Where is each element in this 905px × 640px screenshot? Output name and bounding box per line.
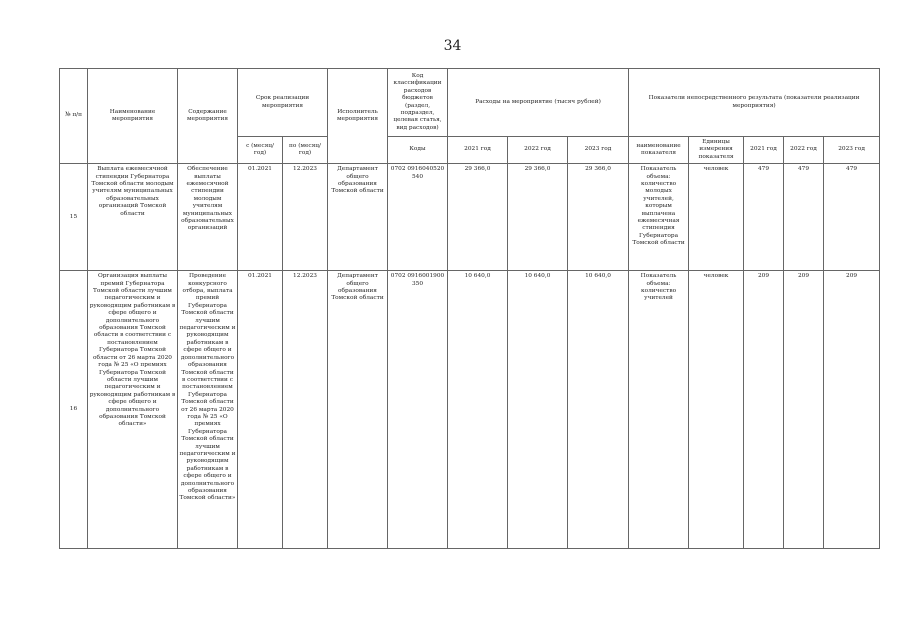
measure-name: Выплата ежемесячной стипендии Губернатора Томской области молодым учителям муниципальных образовательных организаций Томской области	[88, 164, 178, 271]
budget-code: 0702 0916001900 350	[388, 271, 448, 549]
header-expense-2021: 2021 год	[448, 137, 508, 164]
indicator-name: Показатель объема: количество молодых учителей, которым выплачена ежемесячная стипендия Губернатора Томской области	[629, 164, 689, 271]
indicator-2022: 209	[784, 271, 824, 549]
indicator-2022: 479	[784, 164, 824, 271]
header-period: Срок реализации мероприятия	[238, 69, 328, 137]
expense-2021: 29 366,0	[448, 164, 508, 271]
period-to: 12.2023	[283, 164, 328, 271]
indicator-2023: 209	[824, 271, 880, 549]
measure-content: Обеспечение выплаты ежемесячной стипендии молодым учителям муниципальных образовательных организаций	[178, 164, 238, 271]
expense-2022: 10 640,0	[508, 271, 568, 549]
measure-name: Организация выплаты премий Губернатора Томской области лучшим педагогическим и руководящим работникам в сфере общего и дополнительного образования Томской области в соответствии с постановлением Губернатора Томской области от 26 марта 2020 года № 25 «О премиях Губернатора Томской области лучшим педагогическим и руководящим работникам в сфере общего и дополнительного образования Томской области»	[88, 271, 178, 549]
executor: Департамент общего образования Томской области	[328, 271, 388, 549]
expense-2022: 29 366,0	[508, 164, 568, 271]
header-indicator-2023: 2023 год	[824, 137, 880, 164]
header-codes: Коды	[388, 137, 448, 164]
table-row	[60, 164, 880, 271]
period-from: 01.2021	[238, 271, 283, 549]
period-from: 01.2021	[238, 164, 283, 271]
row-number: 15	[60, 164, 88, 271]
page-number: 34	[443, 38, 462, 54]
header-name: Наименование мероприятия	[88, 69, 178, 164]
executor: Департамент общего образования Томской области	[328, 164, 388, 271]
header-expenses: Расходы на мероприятие (тысяч рублей)	[448, 69, 629, 137]
period-to: 12.2023	[283, 271, 328, 549]
header-expense-2023: 2023 год	[568, 137, 629, 164]
header-indicators: Показатели непосредственного результата (показатели реализации мероприятия)	[629, 69, 880, 137]
header-period-to: по (месяц/год)	[283, 137, 328, 164]
header-num: № п/п	[60, 69, 88, 164]
measure-content: Проведение конкурсного отбора, выплата премий Губернатора Томской области лучшим педагогическим и руководящим работникам в сфере общего и дополнительного образования Томской области в соответствии с постановлением Губернатора Томской области от 26 марта 2020 года № 25 «О премиях Губернатора Томской области лучшим педагогическим и руководящим работникам в сфере общего и дополнительного образования Томской области»	[178, 271, 238, 549]
indicator-unit: человек	[689, 271, 744, 549]
budget-code: 0702 0916040520 540	[388, 164, 448, 271]
row-number: 16	[60, 271, 88, 549]
indicator-name: Показатель объема: количество учителей	[629, 271, 689, 549]
header-code: Код классификации расходов бюджетов (раздел, подраздел, целевая статья, вид расходов)	[388, 69, 448, 137]
header-indicator-name: наименование показателя	[629, 137, 689, 164]
header-indicator-unit: Единицы измерения показателя	[689, 137, 744, 164]
expense-2023: 10 640,0	[568, 271, 629, 549]
indicator-unit: человек	[689, 164, 744, 271]
header-content: Содержание мероприятия	[178, 69, 238, 164]
expense-2023: 29 366,0	[568, 164, 629, 271]
header-indicator-2021: 2021 год	[744, 137, 784, 164]
header-indicator-2022: 2022 год	[784, 137, 824, 164]
indicator-2023: 479	[824, 164, 880, 271]
indicator-2021: 209	[744, 271, 784, 549]
header-executor: Исполнитель мероприятия	[328, 69, 388, 164]
table-row	[60, 271, 880, 549]
indicator-2021: 479	[744, 164, 784, 271]
measures-table	[59, 68, 880, 549]
expense-2021: 10 640,0	[448, 271, 508, 549]
header-period-from: с (месяц/ год)	[238, 137, 283, 164]
header-expense-2022: 2022 год	[508, 137, 568, 164]
